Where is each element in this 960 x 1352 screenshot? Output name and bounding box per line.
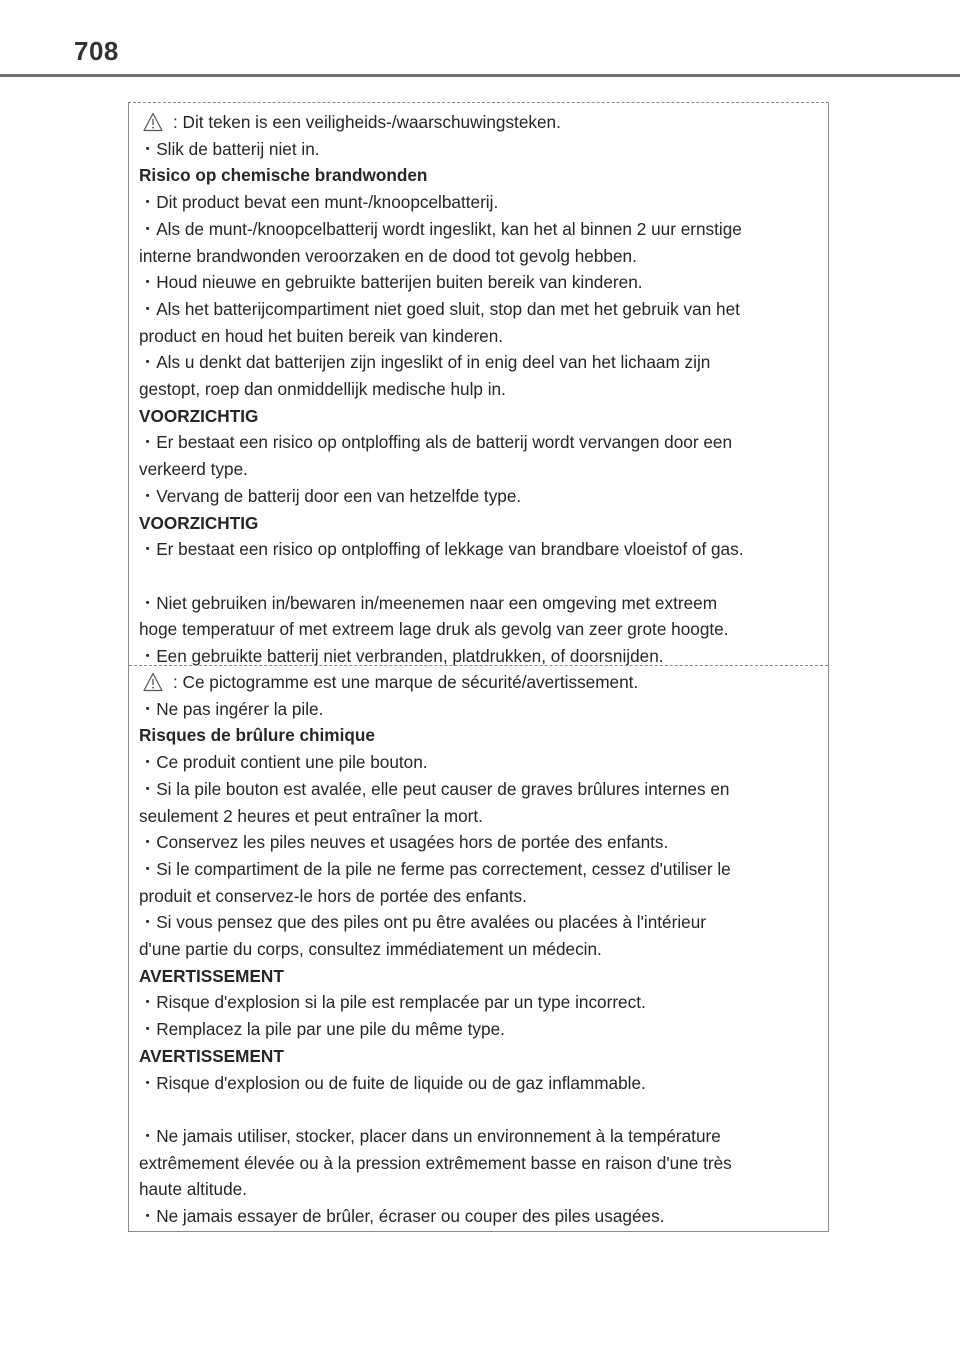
- warning-text-line: ・Er bestaat een risico op ontploffing als de batterij wordt vervangen door een: [139, 432, 733, 453]
- warning-text-line: ・Houd nieuwe en gebruikte batterijen buiten bereik van kinderen.: [139, 272, 643, 293]
- warning-text-line: ・Ne jamais utiliser, stocker, placer dans un environnement à la température: [139, 1125, 721, 1146]
- warning-text-line: haute altitude.: [139, 1179, 247, 1200]
- warning-text-line: ・Ne jamais essayer de brûler, écraser ou couper des piles usagées.: [139, 1206, 665, 1226]
- warning-heading: Risico op chemische brandwonden: [139, 165, 428, 186]
- warning-text-line: verkeerd type.: [139, 459, 248, 480]
- warning-text-line: ・Ce produit contient une pile bouton.: [139, 752, 428, 773]
- warning-text-line: gestopt, roep dan onmiddellijk medische hulp in.: [139, 379, 506, 399]
- warning-text-line: ・Risque d'explosion si la pile est remplacée par un type incorrect.: [139, 992, 646, 1013]
- warning-text-line: ・Niet gebruiken in/bewaren in/meenemen naar een omgeving met extreem: [139, 592, 718, 613]
- warning-text-line: interne brandwonden veroorzaken en de dood tot gevolg hebben.: [139, 245, 637, 266]
- warning-text-line: ・Risque d'explosion ou de fuite de liquide ou de gaz inflammable.: [139, 1072, 646, 1093]
- warning-text-line: ・Slik de batterij niet in.: [139, 138, 320, 159]
- warning-text-line: produit et conservez-le hors de portée des enfants.: [139, 885, 527, 906]
- warning-text-line: ・Ne pas ingérer la pile.: [139, 698, 324, 719]
- warning-text-line: extrêmement élevée ou à la pression extrêmement basse en raison d'une très: [139, 1152, 732, 1173]
- warning-text-line: ・Dit product bevat een munt-/knoopcelbatterij.: [139, 192, 499, 213]
- warning-heading: Risques de brûlure chimique: [139, 725, 375, 746]
- warning-heading: AVERTISSEMENT: [139, 965, 284, 986]
- warning-heading: VOORZICHTIG: [139, 512, 259, 533]
- warning-text-line: ・Als u denkt dat batterijen zijn ingeslikt of in enig deel van het lichaam zijn: [139, 352, 711, 373]
- warning-text-line: : Ce pictogramme est une marque de sécurité/avertissement.: [173, 672, 639, 692]
- warning-text-line: ・Een gebruikte batterij niet verbranden, platdrukken, of doorsnijden.: [139, 646, 664, 666]
- warning-text-line: hoge temperatuur of met extreem lage druk als gevolg van zeer grote hoogte.: [139, 619, 729, 640]
- warning-text-line: ・Vervang de batterij door een van hetzelfde type.: [139, 485, 522, 506]
- header-rule: [0, 74, 960, 77]
- warning-text-line: d'une partie du corps, consultez immédiatement un médecin.: [139, 939, 602, 959]
- battery-warning-box: [128, 102, 829, 1232]
- warning-text-line: ・Si vous pensez que des piles ont pu être avalées ou placées à l'intérieur: [139, 912, 706, 933]
- warning-text-line: ・Si le compartiment de la pile ne ferme pas correctement, cessez d'utiliser le: [139, 858, 731, 879]
- warning-text-line: ・Er bestaat een risico op ontploffing of lekkage van brandbare vloeistof of gas.: [139, 539, 744, 560]
- page-number: 708: [74, 36, 119, 66]
- warning-text-line: ・Conservez les piles neuves et usagées hors de portée des enfants.: [139, 832, 669, 853]
- warning-text-line: product en houd het buiten bereik van kinderen.: [139, 325, 504, 346]
- section-divider: [129, 665, 828, 666]
- warning-text-line: ・Remplacez la pile par une pile du même type.: [139, 1019, 505, 1040]
- warning-text-line: : Dit teken is een veiligheids-/waarschuwingsteken.: [173, 112, 561, 132]
- warning-text-line: ・Als het batterijcompartiment niet goed sluit, stop dan met het gebruik van het: [139, 298, 740, 319]
- warning-heading: VOORZICHTIG: [139, 405, 259, 426]
- warning-text-line: seulement 2 heures et peut entraîner la mort.: [139, 805, 483, 826]
- warning-text-line: ・Als de munt-/knoopcelbatterij wordt ingeslikt, kan het al binnen 2 uur ernstige: [139, 218, 742, 239]
- warning-triangle-icon: [143, 672, 163, 692]
- warning-text-line: ・Si la pile bouton est avalée, elle peut causer de graves brûlures internes en: [139, 778, 730, 799]
- warning-heading: AVERTISSEMENT: [139, 1045, 284, 1066]
- warning-triangle-icon: [143, 112, 163, 132]
